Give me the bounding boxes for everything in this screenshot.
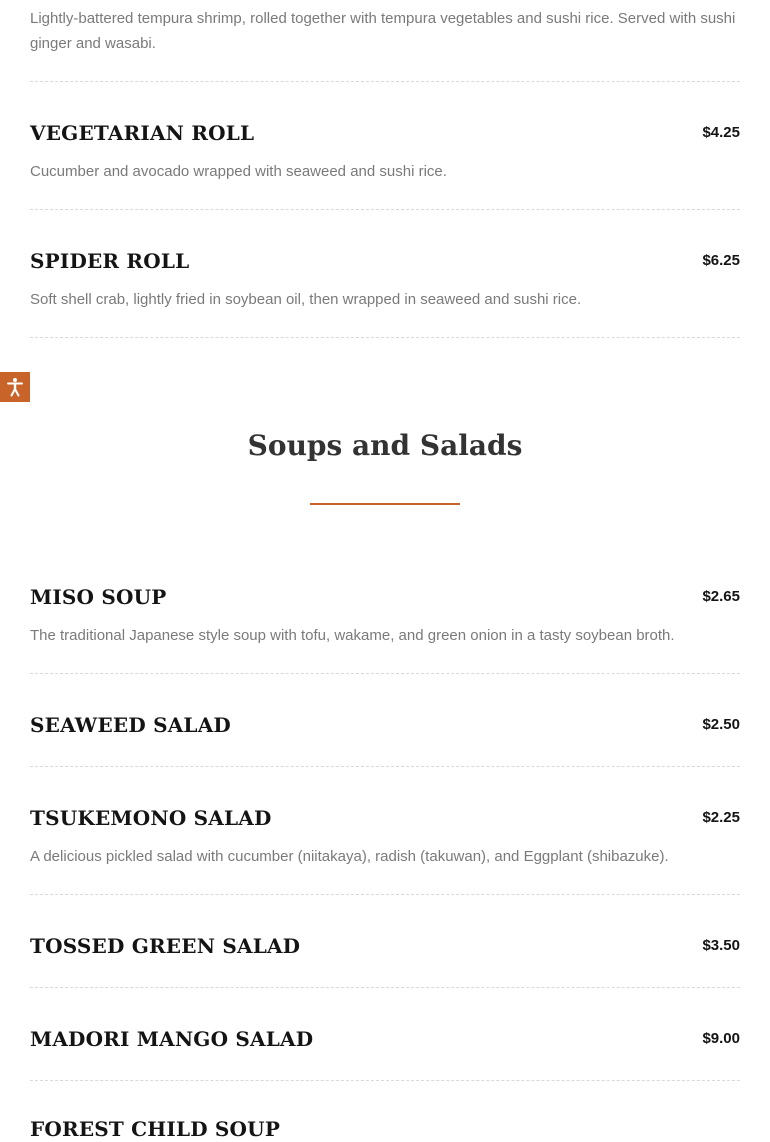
- menu-item-tsukemono-salad: [30, 805, 740, 869]
- item-price: $2.65: [702, 588, 740, 605]
- menu-item-tossed-green-salad: [30, 933, 740, 959]
- item-price: $4.25: [702, 124, 740, 141]
- item-divider: [30, 1080, 740, 1081]
- item-name: FOREST CHILD SOUP: [30, 1117, 281, 1141]
- item-name: MADORI MANGO SALAD: [30, 1027, 314, 1051]
- menu-item-previous: [30, 6, 740, 56]
- item-divider: [30, 209, 740, 210]
- item-description: A delicious pickled salad with cucumber (niitakaya), radish (takuwan), and Eggplant (shibazuke).: [30, 848, 669, 865]
- menu-item-miso-soup: [30, 584, 740, 648]
- item-name: SEAWEED SALAD: [30, 713, 231, 737]
- item-price: $2.50: [702, 716, 740, 733]
- item-description: The traditional Japanese style soup with tofu, wakame, and green onion in a tasty soybean broth.: [30, 627, 675, 644]
- item-name: SPIDER ROLL: [30, 249, 190, 273]
- item-divider: [30, 673, 740, 674]
- item-description: Soft shell crab, lightly fried in soybean oil, then wrapped in seaweed and sushi rice.: [30, 291, 582, 308]
- item-price: $3.50: [702, 937, 740, 954]
- item-divider: [30, 987, 740, 988]
- item-name: VEGETARIAN ROLL: [30, 121, 255, 145]
- accessibility-icon: [6, 377, 24, 397]
- item-name: TOSSED GREEN SALAD: [30, 934, 301, 958]
- item-description: Cucumber and avocado wrapped with seaweed and sushi rice.: [30, 163, 447, 180]
- item-price: $6.25: [702, 252, 740, 269]
- item-divider: [30, 894, 740, 895]
- menu-item-spider-roll: [30, 248, 740, 312]
- menu-item-seaweed-salad: [30, 712, 740, 738]
- item-divider: [30, 337, 740, 338]
- section-title-underline: [310, 503, 460, 505]
- accessibility-button[interactable]: [0, 372, 30, 402]
- item-price: $9.00: [702, 1030, 740, 1047]
- menu-item-madori-mango-salad: [30, 1026, 740, 1052]
- item-description: Lightly-battered tempura shrimp, rolled together with tempura vegetables and sushi rice. Served with sushi ginger and wasabi.: [30, 10, 736, 52]
- item-divider: [30, 766, 740, 767]
- section-title: Soups and Salads: [247, 429, 523, 462]
- item-price: $2.25: [702, 809, 740, 826]
- menu-item-forest-child-soup: [30, 1116, 740, 1141]
- item-divider: [30, 81, 740, 82]
- item-name: MISO SOUP: [30, 585, 167, 609]
- menu-item-vegetarian-roll: [30, 120, 740, 184]
- item-name: TSUKEMONO SALAD: [30, 806, 272, 830]
